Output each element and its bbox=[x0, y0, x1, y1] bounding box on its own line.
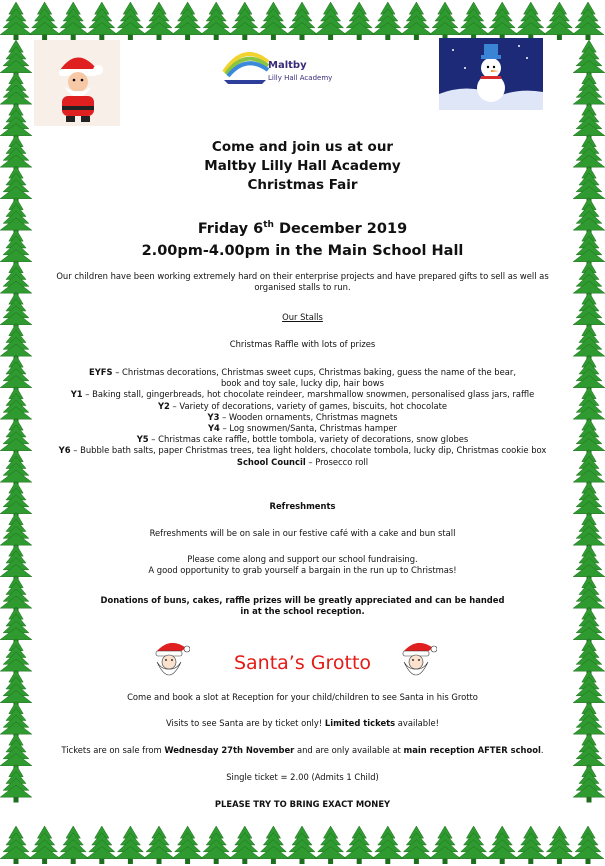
stall-y2: Y2 – Variety of decorations, variety of games, biscuits, hot chocolate bbox=[157, 400, 448, 411]
refreshments-heading: Refreshments bbox=[269, 501, 336, 511]
tree-icon bbox=[573, 292, 605, 330]
tree-icon bbox=[573, 481, 605, 519]
tree-icon bbox=[544, 2, 576, 40]
stall-y5: Y5 – Christmas cake raffle, bottle tombola, variety of decorations, snow globes bbox=[136, 434, 469, 445]
tree-icon bbox=[429, 2, 461, 40]
tree-icon bbox=[401, 826, 433, 864]
tree-icon bbox=[0, 607, 32, 645]
tree-icon bbox=[0, 72, 32, 110]
tree-icon bbox=[573, 607, 605, 645]
tree-icon bbox=[200, 826, 232, 864]
tree-icon bbox=[343, 826, 375, 864]
tree-icon bbox=[86, 2, 118, 40]
raffle-line: Christmas Raffle with lots of prizes bbox=[229, 339, 376, 349]
tree-icon bbox=[573, 72, 605, 110]
tree-icon bbox=[573, 387, 605, 425]
tree-icon bbox=[573, 639, 605, 677]
tree-icon bbox=[315, 826, 347, 864]
tree-icon bbox=[0, 733, 32, 771]
tree-icon bbox=[115, 826, 147, 864]
stalls-list bbox=[30, 367, 575, 468]
tree-icon bbox=[573, 733, 605, 771]
tree-icon bbox=[0, 481, 32, 519]
grotto-tickets-line: Tickets are on sale from Wednesday 27th November and are only available at main reception AFTER school. bbox=[61, 745, 544, 755]
tree-icon bbox=[0, 135, 32, 173]
stall-school-council: School Council – Prosecco roll bbox=[236, 456, 369, 467]
tree-icon bbox=[572, 826, 604, 864]
tree-icon bbox=[0, 166, 32, 204]
stall-eyfs: EYFS – Christmas decorations, Christmas sweet cups, Christmas baking, guess the name of the bear, bbox=[88, 367, 516, 377]
tree-icon bbox=[172, 2, 204, 40]
tree-icon bbox=[258, 826, 290, 864]
tree-icon bbox=[573, 355, 605, 393]
tree-icon bbox=[57, 826, 89, 864]
tree-icon bbox=[573, 103, 605, 141]
exact-money-line: PLEASE TRY TO BRING EXACT MONEY bbox=[214, 799, 391, 809]
tree-icon bbox=[573, 450, 605, 488]
tree-icon bbox=[573, 765, 605, 803]
event-date: Friday 6th December 2019 bbox=[197, 220, 408, 237]
refreshments-line: Refreshments will be on sale in our festive café with a cake and bun stall bbox=[149, 528, 456, 538]
tree-icon bbox=[0, 418, 32, 456]
stalls-heading: Our Stalls bbox=[282, 312, 323, 322]
tree-icon bbox=[29, 826, 61, 864]
stall-y4: Y4 – Log snowmen/Santa, Christmas hamper bbox=[207, 423, 398, 434]
tree-icon bbox=[372, 826, 404, 864]
logo-name: Maltby bbox=[268, 60, 307, 71]
tree-icon bbox=[0, 513, 32, 551]
grotto-visits-line: Visits to see Santa are by ticket only! Limited tickets available! bbox=[166, 718, 439, 728]
tree-icon bbox=[573, 418, 605, 456]
tree-icon bbox=[115, 2, 147, 40]
tree-icon bbox=[0, 765, 32, 803]
tree-icon bbox=[0, 450, 32, 488]
tree-icon bbox=[229, 826, 261, 864]
tree-icon bbox=[429, 826, 461, 864]
logo-subtitle: Lilly Hall Academy bbox=[268, 74, 333, 82]
tree-icon bbox=[143, 826, 175, 864]
tree-icon bbox=[573, 261, 605, 299]
tree-icon bbox=[0, 670, 32, 708]
tree-icon bbox=[0, 387, 32, 425]
tree-icon bbox=[286, 2, 318, 40]
tree-icon bbox=[401, 2, 433, 40]
donations-line-2: in at the school reception. bbox=[240, 606, 365, 617]
tree-icon bbox=[573, 229, 605, 267]
tree-icon bbox=[573, 544, 605, 582]
tree-icon bbox=[515, 826, 547, 864]
tree-icon bbox=[0, 639, 32, 677]
support-line-1: Please come along and support our school fundraising. bbox=[187, 554, 418, 564]
tree-icon bbox=[458, 826, 490, 864]
tree-icon bbox=[0, 292, 32, 330]
title-line-3: Christmas Fair bbox=[247, 177, 358, 193]
tree-icon bbox=[0, 198, 32, 236]
stall-eyfs-cont: book and toy sale, lucky dip, hair bows bbox=[220, 378, 385, 389]
tree-icon bbox=[86, 826, 118, 864]
tree-icon bbox=[573, 513, 605, 551]
tree-icon bbox=[458, 2, 490, 40]
tree-icon bbox=[0, 324, 32, 362]
tree-icon bbox=[573, 135, 605, 173]
tree-icon bbox=[172, 826, 204, 864]
tree-icon bbox=[573, 198, 605, 236]
tree-icon bbox=[573, 324, 605, 362]
tree-icon bbox=[573, 40, 605, 78]
intro-paragraph: Our children have been working extremely hard on their enterprise projects and have prepared gifts to sell as well as organised stalls to run. bbox=[56, 271, 549, 293]
tree-icon bbox=[0, 229, 32, 267]
tree-icon bbox=[29, 2, 61, 40]
tree-icon bbox=[0, 826, 32, 864]
ticket-price-line: Single ticket = 2.00 (Admits 1 Child) bbox=[226, 772, 379, 782]
event-time: 2.00pm-4.00pm in the Main School Hall bbox=[141, 242, 464, 259]
tree-icon bbox=[0, 576, 32, 614]
tree-icon bbox=[0, 40, 32, 78]
tree-icon bbox=[229, 2, 261, 40]
donations-line-1: Donations of buns, cakes, raffle prizes will be greatly appreciated and can be handed bbox=[100, 595, 505, 605]
tree-icon bbox=[573, 576, 605, 614]
tree-icon bbox=[0, 103, 32, 141]
title-line-2: Maltby Lilly Hall Academy bbox=[204, 158, 401, 174]
tree-icon bbox=[343, 2, 375, 40]
snowman-picture bbox=[439, 38, 543, 110]
title-line-1: Come and join us at our bbox=[211, 139, 394, 155]
tree-icon bbox=[286, 826, 318, 864]
tree-icon bbox=[372, 2, 404, 40]
tree-icon bbox=[200, 2, 232, 40]
tree-icon bbox=[486, 826, 518, 864]
tree-icon bbox=[0, 261, 32, 299]
santa-picture bbox=[34, 40, 120, 126]
tree-icon bbox=[573, 670, 605, 708]
tree-icon bbox=[143, 2, 175, 40]
tree-icon bbox=[573, 166, 605, 204]
tree-icon bbox=[486, 2, 518, 40]
tree-icon bbox=[57, 2, 89, 40]
stall-y6: Y6 – Bubble bath salts, paper Christmas trees, tea light holders, chocolate tombola, lucky dip, Christmas cookie box bbox=[58, 445, 547, 456]
tree-icon bbox=[573, 702, 605, 740]
support-text bbox=[34, 554, 571, 576]
support-line-2: A good opportunity to grab yourself a bargain in the run up to Christmas! bbox=[148, 565, 457, 576]
tree-icon bbox=[258, 2, 290, 40]
flyer-title bbox=[34, 138, 571, 195]
event-date-time bbox=[34, 214, 571, 262]
tree-icon bbox=[0, 355, 32, 393]
tree-icon bbox=[572, 2, 604, 40]
stall-y1: Y1 – Baking stall, gingerbreads, hot chocolate reindeer, marshmallow snowmen, personalised glass jars, raffle bbox=[70, 389, 535, 400]
tree-icon bbox=[0, 544, 32, 582]
tree-icon bbox=[0, 2, 32, 40]
tree-icon bbox=[0, 702, 32, 740]
grotto-title: Santa’s Grotto bbox=[233, 652, 372, 674]
tree-icon bbox=[544, 826, 576, 864]
grotto-book-line: Come and book a slot at Reception for your child/children to see Santa in his Grotto bbox=[127, 692, 478, 702]
tree-icon bbox=[515, 2, 547, 40]
stall-y3: Y3 – Wooden ornaments, Christmas magnets bbox=[207, 411, 398, 422]
donations-text bbox=[34, 595, 571, 617]
academy-logo-icon bbox=[220, 42, 270, 86]
tree-icon bbox=[315, 2, 347, 40]
